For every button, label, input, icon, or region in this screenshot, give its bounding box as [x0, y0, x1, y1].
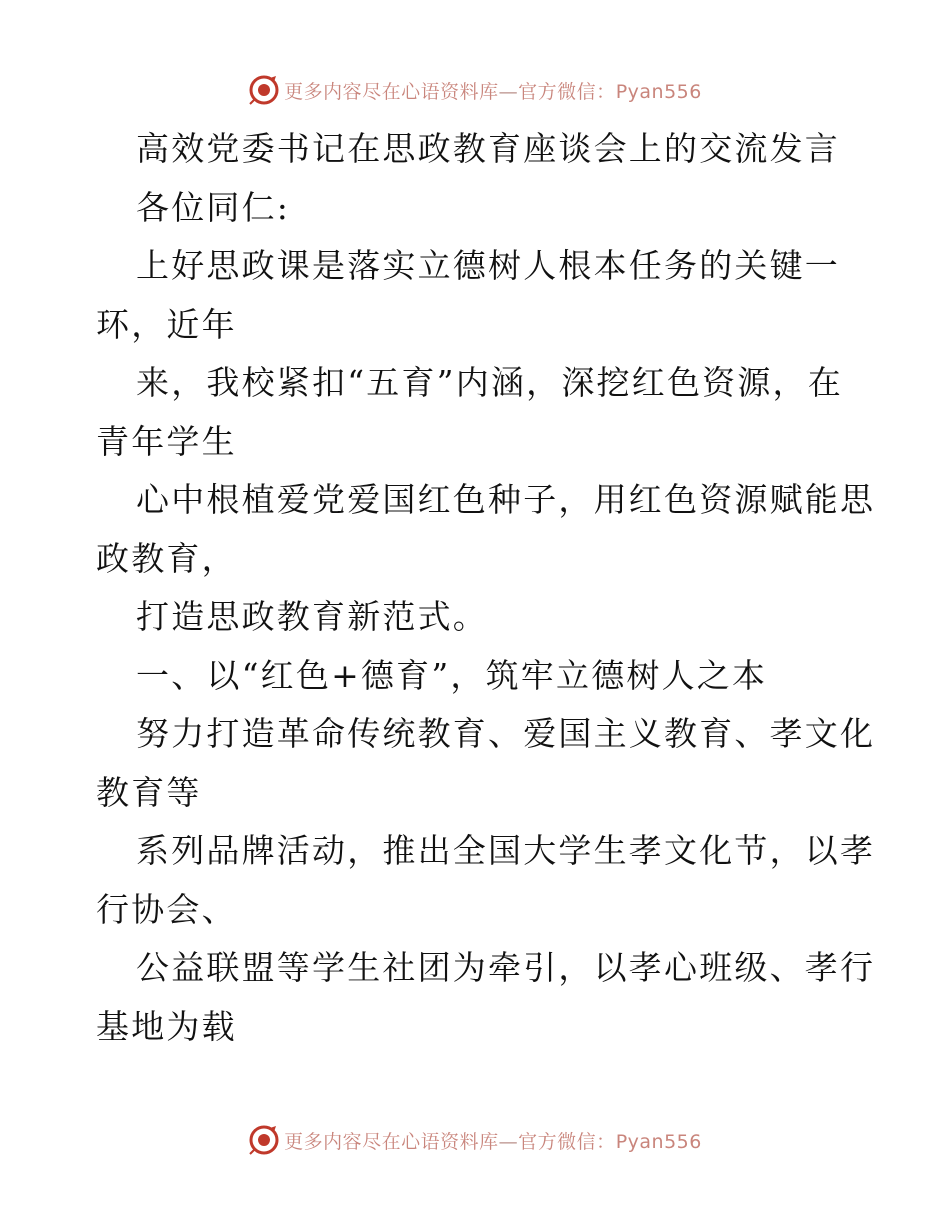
- watermark-dash: —: [498, 80, 519, 103]
- text-line: 上好思政课是落实立德树人根本任务的关键一: [136, 246, 840, 285]
- text-line: 青年学生: [96, 421, 237, 461]
- header-watermark: [0, 70, 950, 110]
- text-line: 政教育，: [96, 538, 237, 578]
- text-line: 打造思政教育新范式。: [136, 597, 488, 636]
- watermark-text: 更多内容尽在心语资料库: [284, 1130, 499, 1153]
- document-body: [96, 120, 876, 1056]
- watermark-dash: —: [498, 1130, 519, 1153]
- logo-icon: [248, 1124, 280, 1156]
- watermark-contact-value: Pyan556: [615, 80, 702, 103]
- text-line: 行协会、: [96, 889, 237, 929]
- text-line: 努力打造革命传统教育、爱国主义教育、孝文化: [136, 714, 876, 753]
- text-line: 各位同仁:: [136, 187, 291, 227]
- watermark-contact-label: 官方微信：: [518, 1130, 616, 1153]
- text-line: 一、以“红色+德育”，筑牢立德树人之本: [136, 655, 768, 695]
- footer-watermark: [0, 1120, 950, 1160]
- text-line: 环，近年: [96, 304, 237, 344]
- text-line: 心中根植爱党爱国红色种子，用红色资源赋能思: [136, 480, 876, 519]
- watermark-contact-value: Pyan556: [615, 1130, 702, 1153]
- logo-icon: [248, 74, 280, 106]
- text-line: 系列品牌活动，推出全国大学生孝文化节，以孝: [136, 831, 876, 870]
- text-line: 公益联盟等学生社团为牵引，以孝心班级、孝行: [136, 948, 876, 987]
- document-title: 高效党委书记在思政教育座谈会上的交流发言: [136, 129, 840, 168]
- watermark-contact-label: 官方微信：: [518, 80, 616, 103]
- watermark-text: 更多内容尽在心语资料库: [284, 80, 499, 103]
- text-line: 来，我校紧扣“五育”内涵，深挖红色资源，在: [136, 363, 843, 402]
- text-line: 基地为载: [96, 1006, 237, 1046]
- text-line: 教育等: [96, 772, 202, 812]
